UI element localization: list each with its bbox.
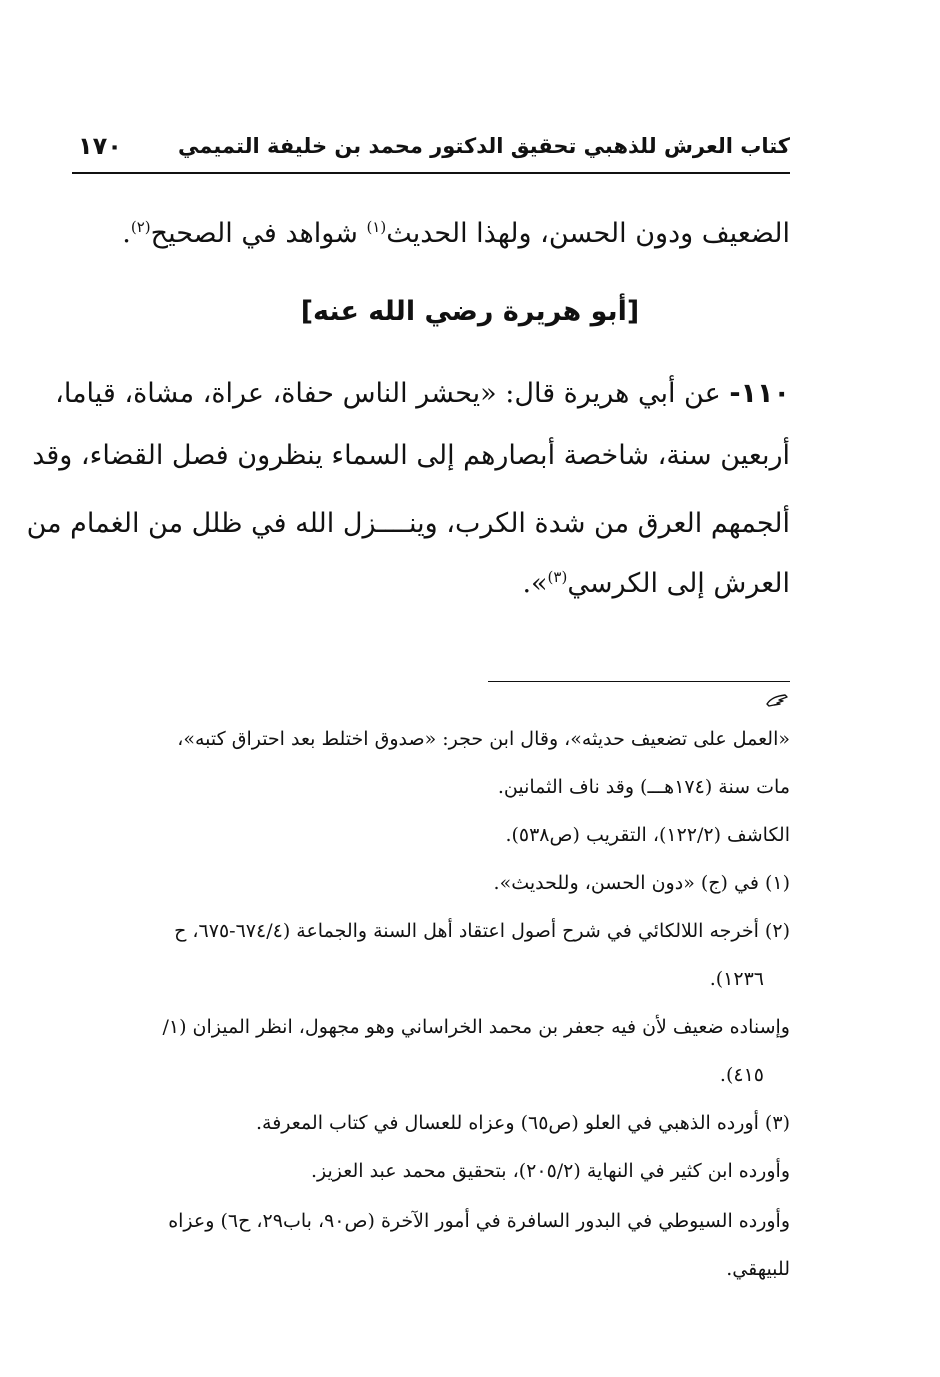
footnote-ref-2: (٢) [130,218,151,236]
intro-text-a: الضعيف ودون الحسن، ولهذا الحديث [386,218,790,249]
pen-hand-icon [765,692,789,708]
footnote-carry-line-2: مات سنة (١٧٤هـــ) وقد ناف الثمانين. [497,776,790,798]
section-heading: [أبو هريرة رضي الله عنه] [300,296,640,327]
footnote-3-line-1: (٣) أورده الذهبي في العلو (ص٦٥) وعزاه للعسال في كتاب المعرفة. [255,1112,790,1134]
footnote-3-line-4: للبيهقي. [726,1258,790,1280]
hadith-text-4a: العرش إلى الكرسي [567,568,790,599]
hadith-line-1 [55,378,790,409]
header-title: كتاب العرش للذهبي تحقيق الدكتور محمد بن خليفة التميمي [178,134,790,158]
footnote-separator [488,681,790,682]
footnote-1: (١) في (ج) «دون الحسن، وللحديث». [493,872,790,894]
footnote-ref-3: (٣) [547,568,568,586]
hadith-line-4 [522,568,790,599]
footnote-carry-line-3: الكاشف (١٢٢/٢)، التقريب (ص٥٣٨). [505,824,790,846]
footnote-carry-line-1: «العمل على تضعيف حديثه»، وقال ابن حجر: «صدوق اختلط بعد احتراق كتبه»، [177,728,790,750]
footnote-2-line-2: ١٢٣٦). [709,968,764,990]
footnote-2-line-1: (٢) أخرجه اللالكائي في شرح أصول اعتقاد أهل السنة والجماعة (٦٧٤/٤-٦٧٥، ح [174,920,790,942]
footnote-3-line-3: وأورده السيوطي في البدور السافرة في أمور الآخرة (ص٩٠، باب٢٩، ح٦) وعزاه [168,1210,790,1232]
footnote-2-line-4: ٤١٥). [719,1064,764,1086]
hadith-line-2: أربعين سنة، شاخصة أبصارهم إلى السماء ينظرون فصل القضاء، وقد [32,440,790,471]
hadith-text-4b: ». [522,568,548,599]
hadith-text-1: عن أبي هريرة قال: «يحشر الناس حفاة، عراة، مشاة، قياما، [55,378,721,409]
hadith-number: ١١٠- [729,378,790,409]
footnote-2-line-3: وإسناده ضعيف لأن فيه جعفر بن محمد الخراساني وهو مجهول، انظر الميزان (١/ [162,1016,790,1038]
page-number: ١٧٠ [78,132,122,160]
footnote-ref-1: (١) [366,218,387,236]
intro-text-b: شواهد في الصحيح [150,218,367,249]
footnote-3-line-2: وأورده ابن كثير في النهاية (٢٠٥/٢)، بتحقيق محمد عبد العزيز. [311,1160,790,1182]
running-header [72,128,790,174]
intro-line [122,218,790,249]
intro-text-c: . [122,218,131,249]
hadith-line-3: ألجمهم العرق من شدة الكرب، وينــــزل الله في ظلل من الغمام من [26,508,790,539]
